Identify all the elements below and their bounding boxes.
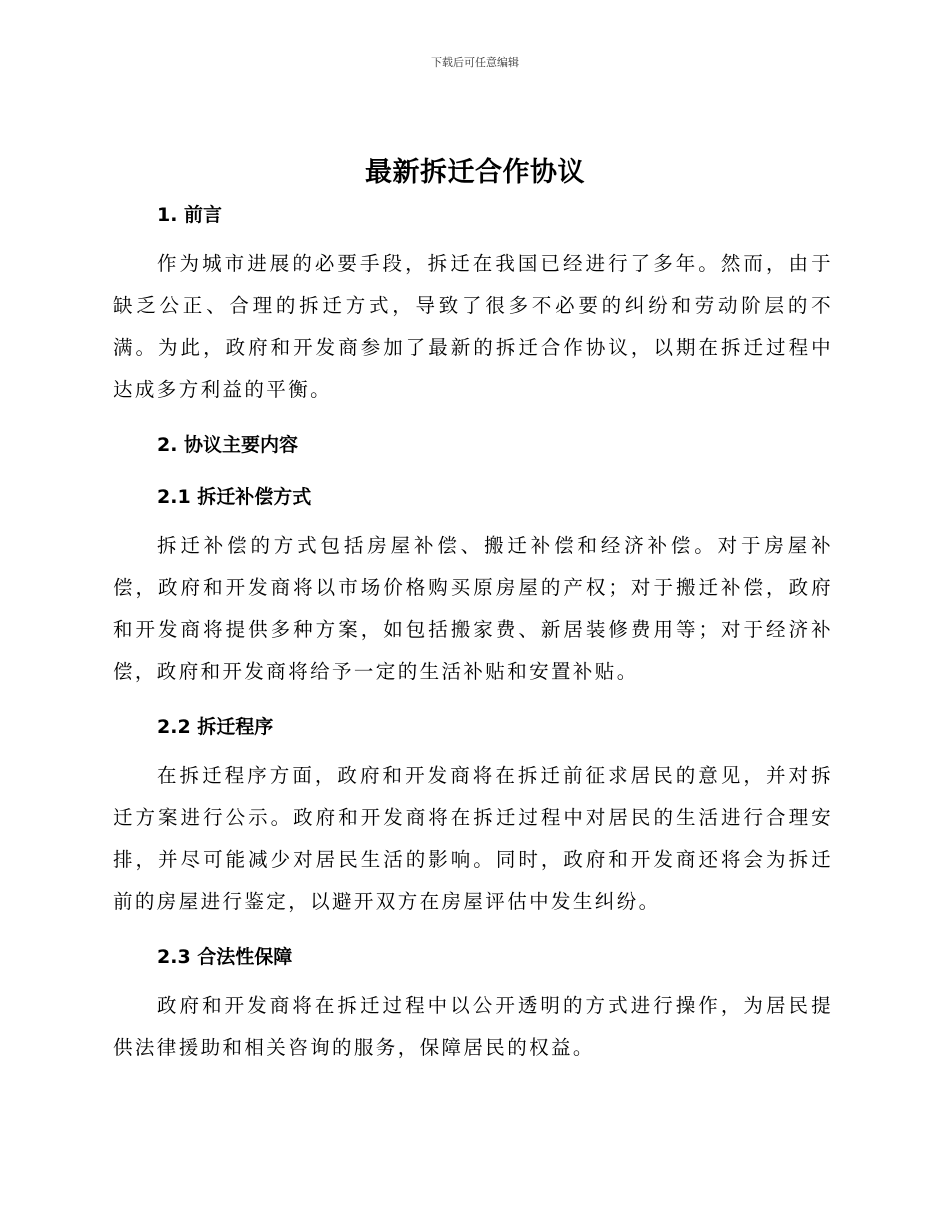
section-heading-compensation: 2.1 拆迁补偿方式 xyxy=(157,486,312,508)
header-note: 下载后可任意编辑 xyxy=(431,56,519,69)
section-heading-legality: 2.3 合法性保障 xyxy=(157,946,293,968)
section-paragraph-preface: 作为城市进展的必要手段，拆迁在我国已经进行了多年。然而，由于缺乏公正、合理的拆迁方式，导致了很多不必要的纠纷和劳动阶层的不满。为此，政府和开发商参加了最新的拆迁合作协议，以期在拆迁过程中达成多方利益的平衡。 xyxy=(113,252,833,401)
section-heading-main-content: 2. 协议主要内容 xyxy=(157,434,299,456)
section-heading-preface: 1. 前言 xyxy=(157,204,223,226)
document-title: 最新拆迁合作协议 xyxy=(365,157,585,188)
section-paragraph-legality: 政府和开发商将在拆迁过程中以公开透明的方式进行操作，为居民提供法律援助和相关咨询的服务，保障居民的权益。 xyxy=(113,994,833,1059)
section-paragraph-compensation: 拆迁补偿的方式包括房屋补偿、搬迁补偿和经济补偿。对于房屋补偿，政府和开发商将以市场价格购买原房屋的产权；对于搬迁补偿，政府和开发商将提供多种方案，如包括搬家费、新居装修费用等；对于经济补偿，政府和开发商将给予一定的生活补贴和安置补贴。 xyxy=(113,534,833,683)
section-heading-procedure: 2.2 拆迁程序 xyxy=(157,716,274,738)
section-paragraph-procedure: 在拆迁程序方面，政府和开发商将在拆迁前征求居民的意见，并对拆迁方案进行公示。政府和开发商将在拆迁过程中对居民的生活进行合理安排，并尽可能减少对居民生活的影响。同时，政府和开发商还将会为拆迁前的房屋进行鉴定，以避开双方在房屋评估中发生纠纷。 xyxy=(113,764,833,913)
